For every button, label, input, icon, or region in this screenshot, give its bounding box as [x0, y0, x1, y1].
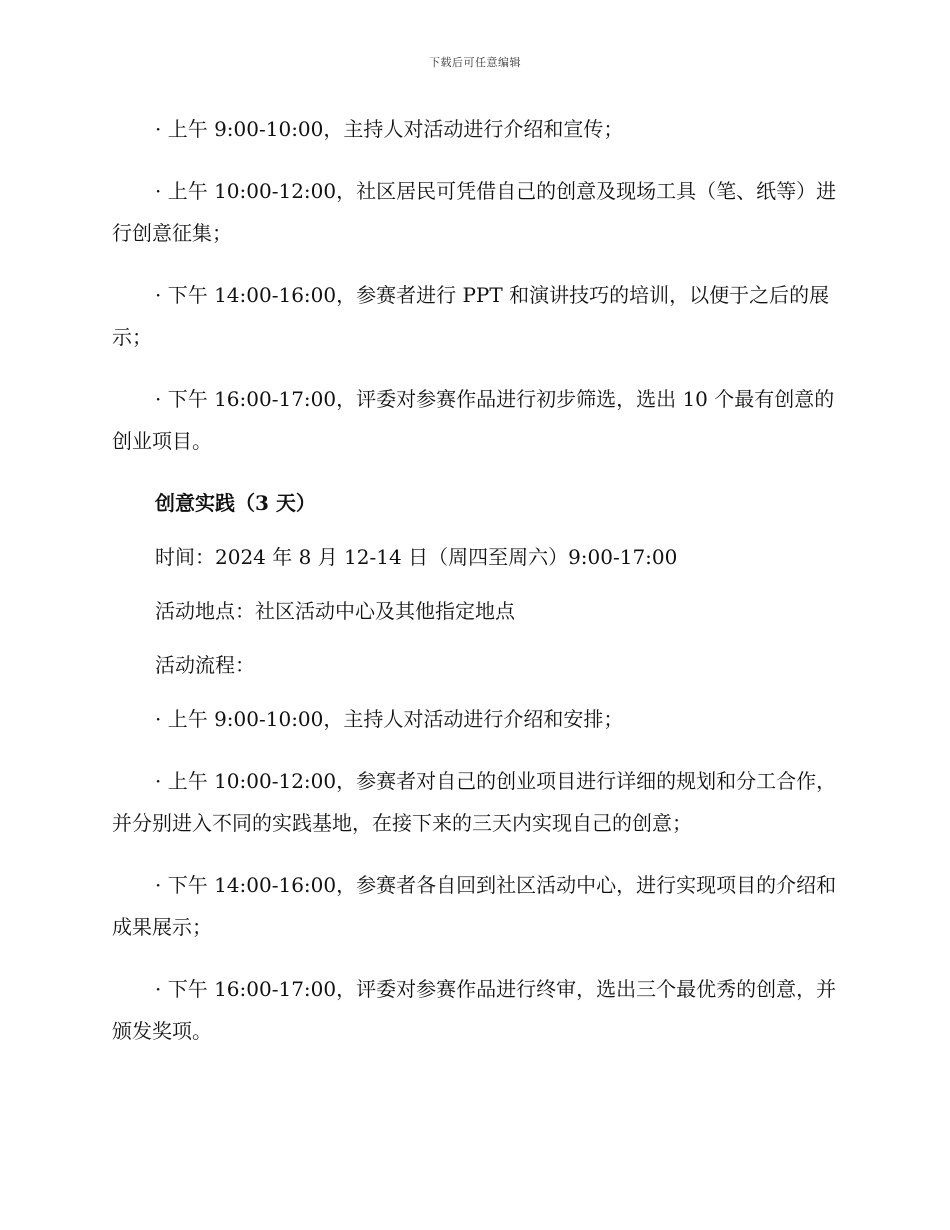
schedule-item: · 上午 10:00-12:00，参赛者对自己的创业项目进行详细的规划和分工合作，并分别进入不同的实践基地，在接下来的三天内实现自己的创意；: [112, 769, 837, 835]
document-body: [112, 108, 840, 1072]
schedule-item: · 上午 9:00-10:00，主持人对活动进行介绍和宣传；: [155, 117, 624, 141]
event-location: 活动地点：社区活动中心及其他指定地点: [155, 599, 515, 623]
section-title: 创意实践（3 天）: [155, 491, 316, 515]
schedule-item: · 下午 16:00-17:00，评委对参赛作品进行终审，选出三个最优秀的创意，并颁发奖项。: [112, 977, 837, 1043]
schedule-item: · 下午 16:00-17:00，评委对参赛作品进行初步筛选，选出 10 个最有创意的创业项目。: [112, 387, 835, 453]
header-note: 下载后可任意编辑: [429, 56, 521, 69]
schedule-item: · 下午 14:00-16:00，参赛者各自回到社区活动中心，进行实现项目的介绍和成果展示；: [112, 873, 837, 939]
schedule-item: · 上午 10:00-12:00，社区居民可凭借自己的创意及现场工具（笔、纸等）进行创意征集；: [112, 179, 837, 245]
schedule-item: · 上午 9:00-10:00，主持人对活动进行介绍和安排；: [155, 707, 624, 731]
schedule-item: · 下午 14:00-16:00，参赛者进行 PPT 和演讲技巧的培训，以便于之后的展示；: [112, 283, 830, 349]
process-label: 活动流程：: [155, 653, 255, 677]
event-time: 时间：2024 年 8 月 12-14 日（周四至周六）9:00-17:00: [155, 545, 678, 569]
